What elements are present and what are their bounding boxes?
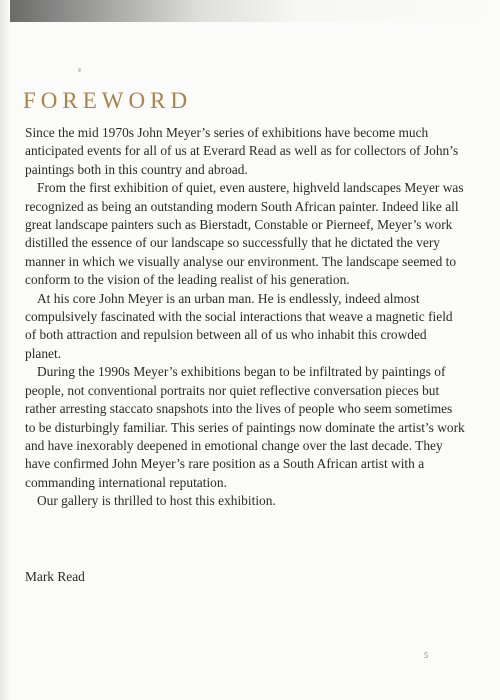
paragraph: During the 1990s Meyer’s exhibitions began to be infiltrated by paintings of people, not conventional portraits nor quiet reflective conversation pieces but rather arresting staccato snapshots into the lives of people who seem sometimes to be disturbingly familiar. This series of paintings now dominate the artist’s work and have inexorably deepened in emotional change over the last decade. They have confirmed John Meyer’s rare position as a South African artist with a commanding international reputation. xyxy=(25,364,465,490)
paragraph: Since the mid 1970s John Meyer’s series of exhibitions have become much anticipated events for all of us at Everard Read as well as for collectors of John’s paintings both in this country and abroad. xyxy=(25,125,459,177)
body-text xyxy=(25,124,465,511)
paper-speck xyxy=(78,68,81,72)
paragraph: Our gallery is thrilled to host this exhibition. xyxy=(37,493,276,509)
signature: Mark Read xyxy=(25,569,85,584)
page-title: FOREWORD xyxy=(23,88,193,113)
page-number: 5 xyxy=(424,651,428,660)
paragraph: From the first exhibition of quiet, even austere, highveld landscapes Meyer was recognized as being an outstanding modern South African painter. Indeed like all great landscape painters such as Bierstadt, Constable or Pierneef, Meyer’s work distilled the essence of our landscape so successfully that he dictated the very manner in which we visually analyse our environment. The landscape seemed to conform to the vision of the leading realist of his generation. xyxy=(25,180,464,288)
paragraph: At his core John Meyer is an urban man. He is endlessly, indeed almost compulsively fascinated with the social interactions that weave a magnetic field of both attraction and repulsion between all of us who inhabit this crowded planet. xyxy=(25,290,453,361)
